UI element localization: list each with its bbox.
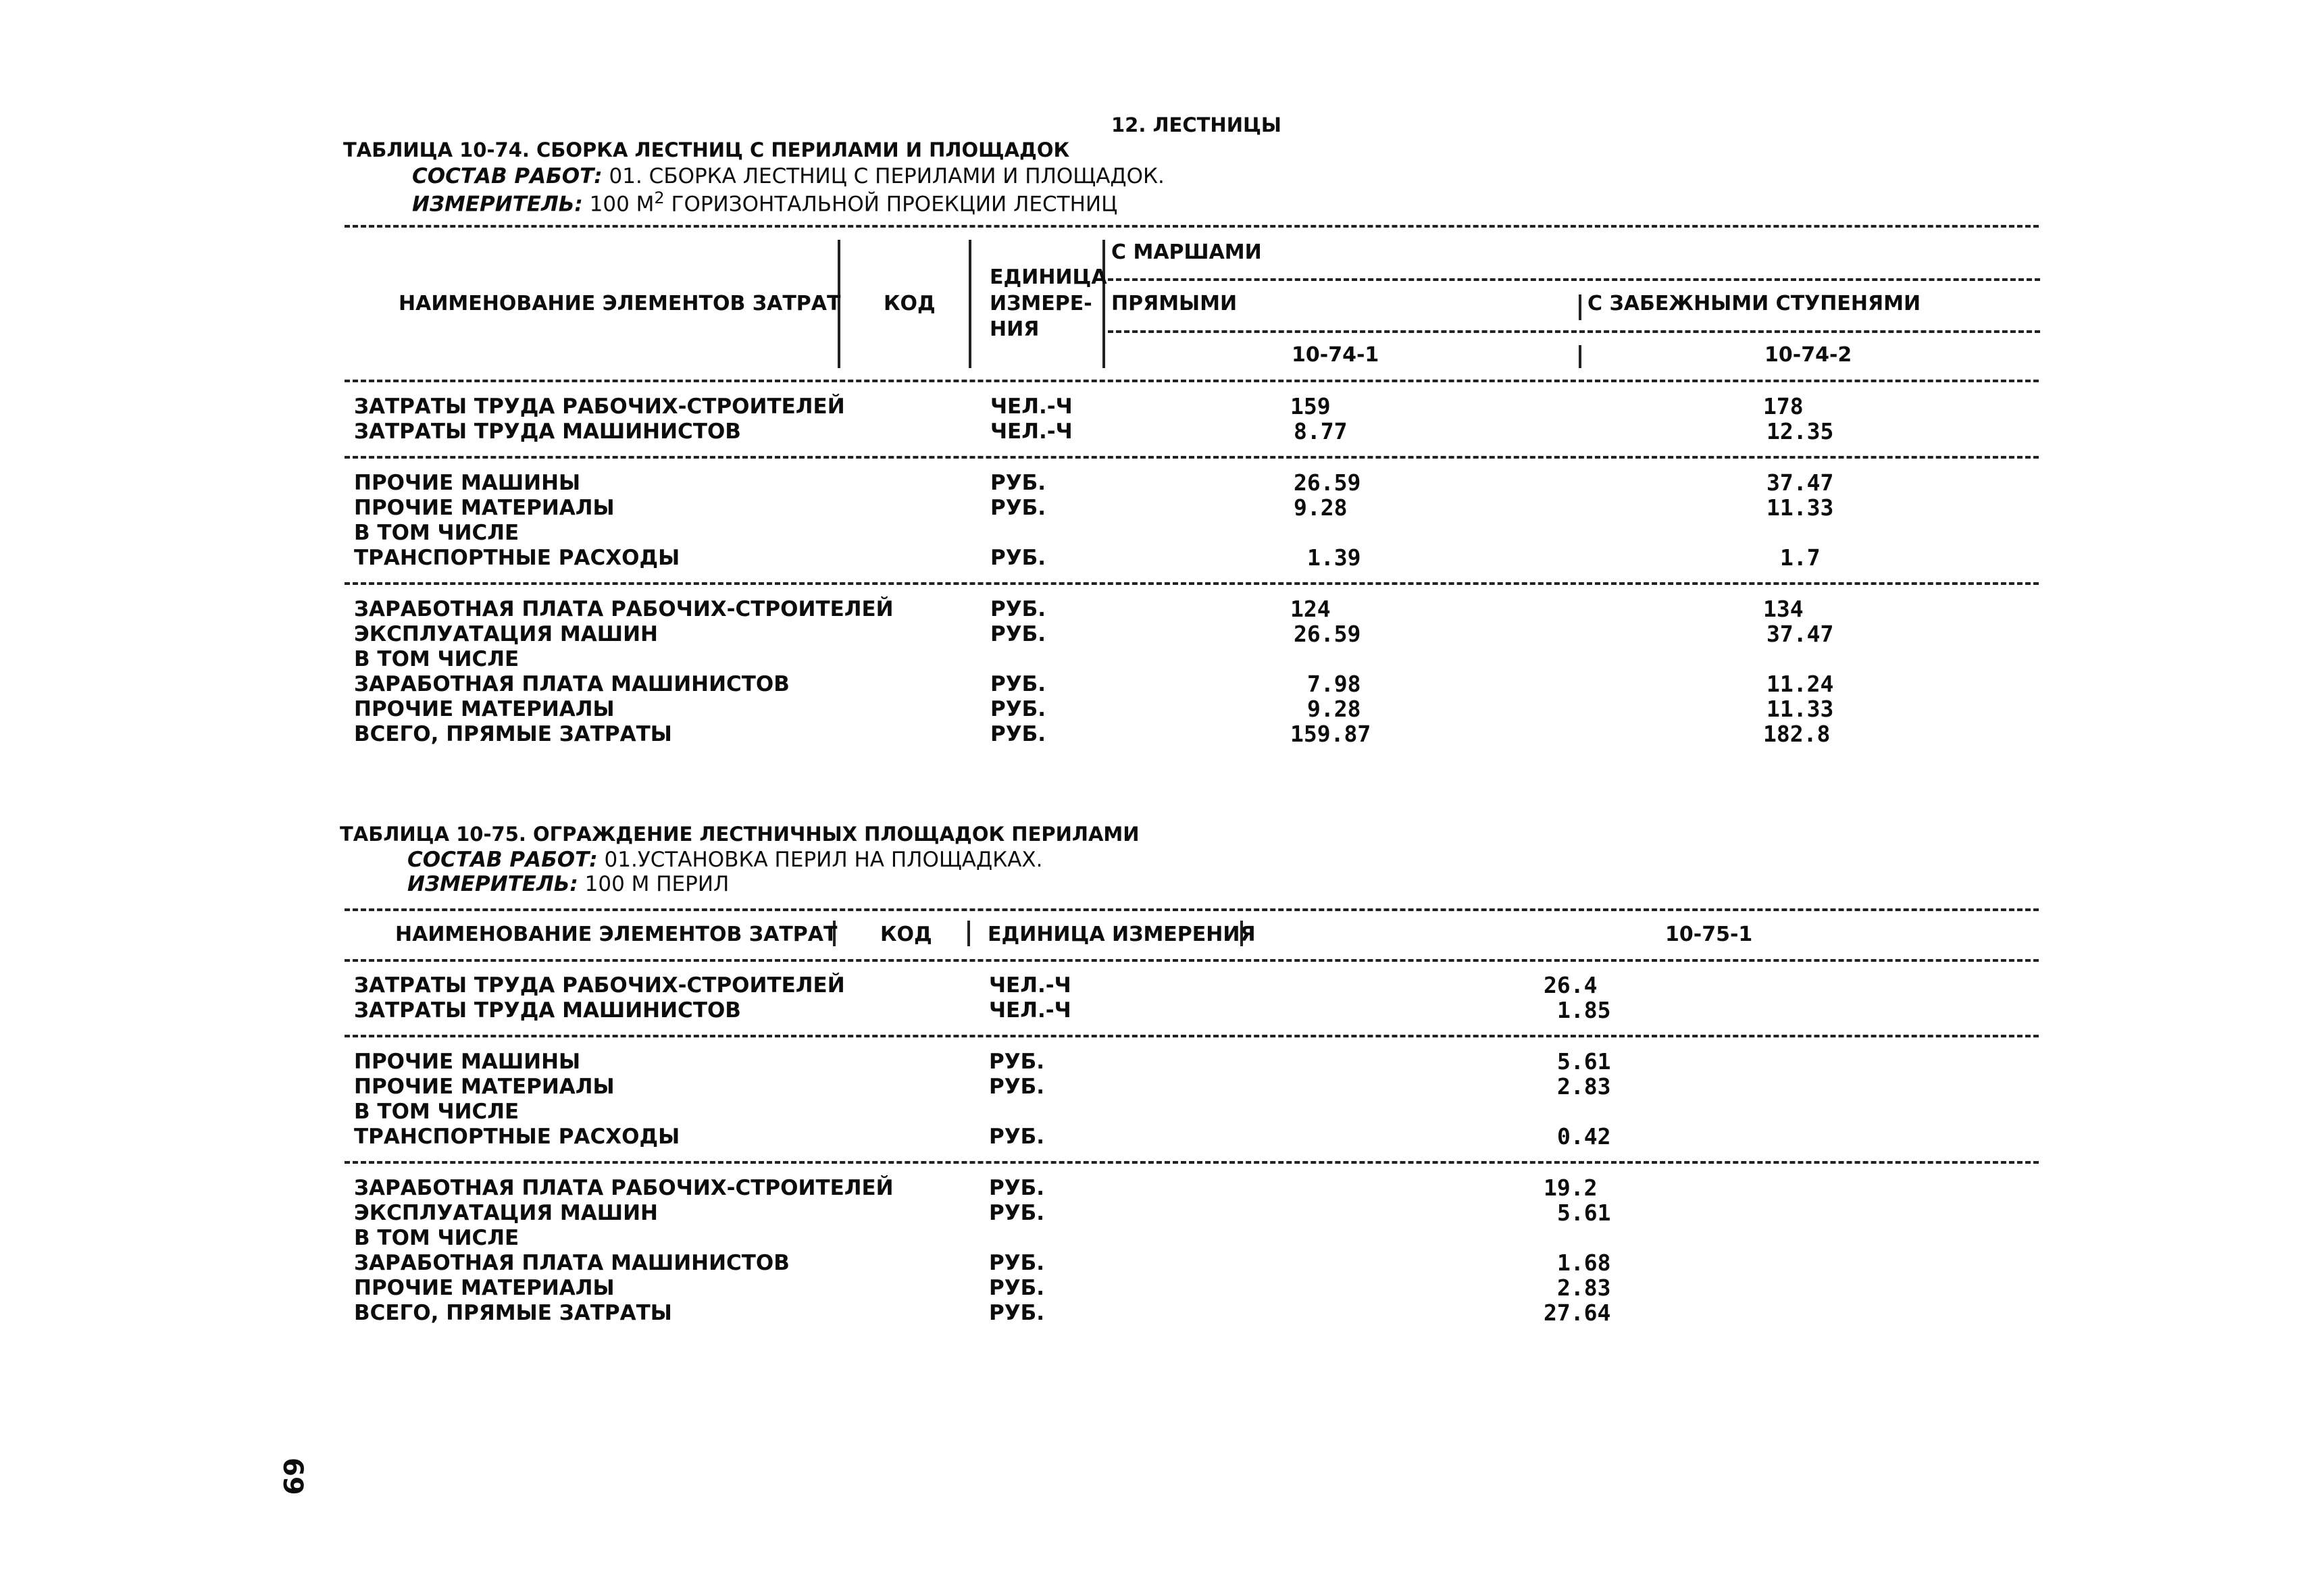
table1-header-unit-2: ИЗМЕРЕ- [990, 292, 1092, 315]
table-row-value-1: 124 [1290, 596, 1331, 622]
table-row-value-2: 182.8 [1763, 721, 1831, 747]
table-row-unit: РУБ. [989, 1176, 1045, 1200]
table-row-value-1: 1.68 [1557, 1250, 1611, 1276]
table-row-value-1: 2.83 [1557, 1275, 1611, 1301]
table-row-unit: РУБ. [990, 496, 1046, 520]
table-row-name: ЗАТРАТЫ ТРУДА РАБОЧИХ-СТРОИТЕЛЕЙ [354, 394, 845, 419]
table-row-unit: РУБ. [989, 1050, 1045, 1074]
table-row-value-1: 1.39 [1307, 544, 1361, 571]
table-row-unit: РУБ. [989, 1276, 1045, 1300]
table-row-value-1: 9.28 [1307, 696, 1361, 722]
table-row-unit: РУБ. [990, 546, 1046, 570]
table-row-value-1: 2.83 [1557, 1073, 1611, 1100]
table-row-unit: РУБ. [990, 622, 1046, 646]
table1-header-divider-2 [969, 240, 971, 368]
table2-header-divider-2 [967, 921, 970, 946]
table-row-unit: ЧЕЛ.-Ч [990, 419, 1073, 444]
table-row-name: ЗАТРАТЫ ТРУДА РАБОЧИХ-СТРОИТЕЛЕЙ [354, 973, 845, 998]
table1-header-sub1: ПРЯМЫМИ [1111, 292, 1238, 315]
table-row-value-1: 1.85 [1557, 997, 1611, 1023]
table-row-value-2: 11.33 [1766, 494, 1834, 521]
table-row-name: ТРАНСПОРТНЫЕ РАСХОДЫ [354, 546, 680, 570]
page-number: 69 [277, 1458, 308, 1495]
table1-header-sub2: С ЗАБЕЖНЫМИ СТУПЕНЯМИ [1587, 292, 1921, 315]
table2-header-col1: 10-75-1 [1665, 923, 1753, 946]
table-row-name: ЗАРАБОТНАЯ ПЛАТА МАШИНИСТОВ [354, 1251, 790, 1275]
table-row-unit: РУБ. [989, 1075, 1045, 1099]
table2-title: ТАБЛИЦА 10-75. ОГРАЖДЕНИЕ ЛЕСТНИЧНЫХ ПЛОЩАДОК ПЕРИЛАМИ [340, 823, 1140, 846]
table-row-name: ПРОЧИЕ МАТЕРИАЛЫ [354, 496, 615, 520]
section-title: 12. ЛЕСТНИЦЫ [1111, 113, 1281, 136]
table-row-name: В ТОМ ЧИСЛЕ [354, 1100, 519, 1124]
table-row-value-2: 178 [1763, 393, 1804, 419]
table-row-value-1: 26.59 [1294, 621, 1361, 647]
table-row-name: В ТОМ ЧИСЛЕ [354, 521, 519, 545]
table2-unit-text: 100 М ПЕРИЛ [584, 872, 730, 896]
table-row-unit: ЧЕЛ.-Ч [990, 394, 1073, 419]
table-row-name: ЗАТРАТЫ ТРУДА МАШИНИСТОВ [354, 419, 741, 444]
table2-work [407, 848, 1043, 872]
table1-title: ТАБЛИЦА 10-74. СБОРКА ЛЕСТНИЦ С ПЕРИЛАМИ И ПЛОЩАДОК [343, 138, 1070, 161]
table2-work-label: СОСТАВ РАБОТ: [407, 848, 598, 872]
table1-header-rule-1 [1108, 278, 2040, 281]
table2-unit-label: ИЗМЕРИТЕЛЬ: [407, 872, 578, 896]
table-row-name: ЗАТРАТЫ ТРУДА МАШИНИСТОВ [354, 998, 741, 1023]
table-row-value-2: 37.47 [1766, 469, 1834, 496]
table-row-value-1: 7.98 [1307, 671, 1361, 697]
table-row-unit: РУБ. [990, 722, 1046, 746]
table1-header-group: С МАРШАМИ [1111, 240, 1262, 264]
table-row-name: ПРОЧИЕ МАТЕРИАЛЫ [354, 1075, 615, 1099]
table2-group-rule-1 [345, 1035, 2039, 1037]
table-row-unit: РУБ. [990, 672, 1046, 696]
table2-header-code: КОД [880, 923, 932, 946]
table-row-value-1: 8.77 [1294, 418, 1348, 444]
table-row-unit: ЧЕЛ.-Ч [989, 973, 1071, 998]
table1-work-label: СОСТАВ РАБОТ: [412, 164, 603, 188]
table-row-name: ТРАНСПОРТНЫЕ РАСХОДЫ [354, 1125, 680, 1149]
table2-header-bottom-rule [345, 959, 2039, 962]
table1-header-bottom-rule [345, 380, 2039, 382]
table-row-value-1: 0.42 [1557, 1123, 1611, 1150]
table-row-name: ЗАРАБОТНАЯ ПЛАТА РАБОЧИХ-СТРОИТЕЛЕЙ [354, 1176, 894, 1200]
table-row-name: ЭКСПЛУАТАЦИЯ МАШИН [354, 1201, 658, 1225]
table-row-name: ПРОЧИЕ МАШИНЫ [354, 471, 581, 495]
table-row-name: В ТОМ ЧИСЛЕ [354, 1226, 519, 1250]
table-row-value-2: 37.47 [1766, 621, 1834, 647]
table1-header-divider-3 [1102, 240, 1105, 368]
table-row-value-2: 1.7 [1780, 544, 1821, 571]
table1-header-unit-1: ЕДИНИЦА [990, 265, 1107, 289]
table1-header-code: КОД [884, 292, 936, 315]
table1-unit-sup: 2 [654, 188, 665, 207]
table2-header-unit: ЕДИНИЦА ИЗМЕРЕНИЯ [988, 923, 1256, 946]
table-row-value-1: 159 [1290, 393, 1331, 419]
table-row-unit: РУБ. [990, 471, 1046, 495]
table1-unit-text-a: 100 М [589, 192, 655, 217]
table-row-value-1: 5.61 [1557, 1048, 1611, 1075]
table-row-value-2: 12.35 [1766, 418, 1834, 444]
table2-header-name: НАИМЕНОВАНИЕ ЭЛЕМЕНТОВ ЗАТРАТ [395, 923, 838, 946]
table-row-name: ЗАРАБОТНАЯ ПЛАТА РАБОЧИХ-СТРОИТЕЛЕЙ [354, 597, 894, 621]
table-row-value-2: 134 [1763, 596, 1804, 622]
table-row-value-2: 11.24 [1766, 671, 1834, 697]
table-row-value-1: 19.2 [1544, 1175, 1598, 1201]
table-row-value-1: 5.61 [1557, 1200, 1611, 1226]
table-row-unit: РУБ. [990, 597, 1046, 621]
table1-work [412, 164, 1165, 188]
table-row-value-1: 26.4 [1544, 972, 1598, 998]
table-row-unit: РУБ. [989, 1125, 1045, 1149]
table2-top-rule [345, 908, 2039, 911]
table-row-name: ВСЕГО, ПРЯМЫЕ ЗАТРАТЫ [354, 1301, 672, 1325]
table1-group-rule-2 [345, 582, 2039, 585]
table1-unit-label: ИЗМЕРИТЕЛЬ: [412, 192, 583, 217]
table-row-name: ВСЕГО, ПРЯМЫЕ ЗАТРАТЫ [354, 722, 672, 746]
table2-work-text: 01.УСТАНОВКА ПЕРИЛ НА ПЛОЩАДКАХ. [604, 848, 1043, 872]
table1-work-text: 01. СБОРКА ЛЕСТНИЦ С ПЕРИЛАМИ И ПЛОЩАДОК. [609, 164, 1165, 188]
table-row-value-1: 27.64 [1544, 1299, 1611, 1326]
table-row-name: ЗАРАБОТНАЯ ПЛАТА МАШИНИСТОВ [354, 672, 790, 696]
table-row-value-1: 26.59 [1294, 469, 1361, 496]
table-row-unit: РУБ. [990, 697, 1046, 721]
table1-measure [412, 188, 1117, 216]
table2-group-rule-2 [345, 1161, 2039, 1164]
table1-header-divider-4 [1579, 294, 1581, 320]
table-row-name: ПРОЧИЕ МАТЕРИАЛЫ [354, 1276, 615, 1300]
table1-header-name: НАИМЕНОВАНИЕ ЭЛЕМЕНТОВ ЗАТРАТ [399, 292, 841, 315]
table1-header-divider-5 [1579, 345, 1581, 368]
table-row-value-1: 9.28 [1294, 494, 1348, 521]
table2-measure [407, 872, 729, 896]
table-row-unit: РУБ. [989, 1251, 1045, 1275]
table-row-unit: РУБ. [989, 1201, 1045, 1225]
table-row-name: ЭКСПЛУАТАЦИЯ МАШИН [354, 622, 658, 646]
table-row-unit: РУБ. [989, 1301, 1045, 1325]
table-row-name: ПРОЧИЕ МАШИНЫ [354, 1050, 581, 1074]
table1-header-col2: 10-74-2 [1764, 343, 1852, 367]
table-row-name: В ТОМ ЧИСЛЕ [354, 647, 519, 671]
table1-top-rule [345, 225, 2039, 228]
table1-header-unit-3: НИЯ [990, 317, 1040, 341]
table1-group-rule-1 [345, 456, 2039, 459]
table1-header-rule-2 [1108, 330, 2040, 333]
table-row-value-2: 11.33 [1766, 696, 1834, 722]
table1-header-col1: 10-74-1 [1292, 343, 1379, 367]
table-row-value-1: 159.87 [1290, 721, 1371, 747]
table-row-name: ПРОЧИЕ МАТЕРИАЛЫ [354, 697, 615, 721]
table-row-unit: ЧЕЛ.-Ч [989, 998, 1071, 1023]
table1-unit-text-b: ГОРИЗОНТАЛЬНОЙ ПРОЕКЦИИ ЛЕСТНИЦ [664, 192, 1118, 217]
